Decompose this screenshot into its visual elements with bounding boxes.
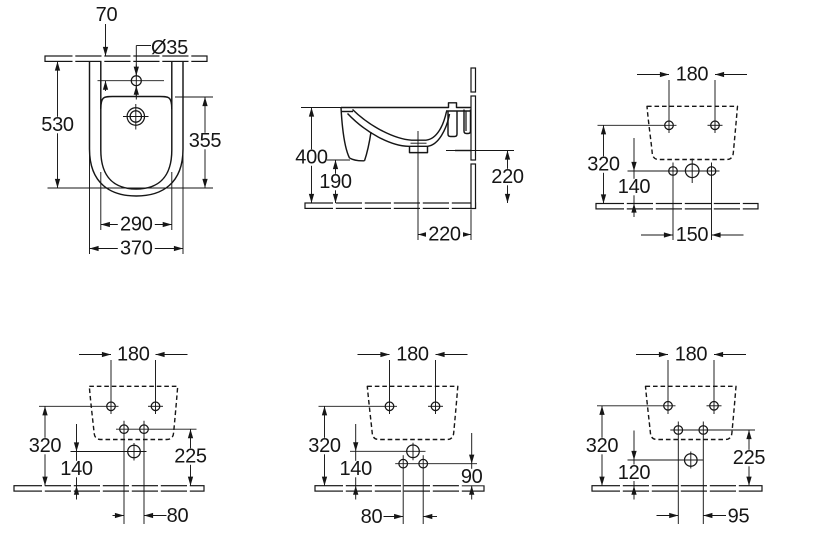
rear-view-variant3 <box>584 344 768 528</box>
dim-80-label: 80 <box>360 505 383 528</box>
dim-225-label: 225 <box>174 445 207 468</box>
dim-80-label: 80 <box>166 504 189 527</box>
dimension-connection-height <box>731 430 768 486</box>
dimension-depth <box>39 62 76 189</box>
rear-view-variant1 <box>14 344 209 527</box>
dim-180-label: 180 <box>674 343 708 366</box>
bidet-rear-outline <box>89 386 177 439</box>
dimension-fixing-holes <box>79 344 188 415</box>
dimension-wall-offset <box>96 4 118 91</box>
rear-view-variant2 <box>306 344 485 528</box>
dimension-connection-height <box>172 429 209 486</box>
dimension-fixing-holes <box>637 64 747 134</box>
dim-tap-diameter: Ø35 <box>151 37 188 59</box>
dim-320-label: 320 <box>28 435 62 457</box>
bidet-rear-outline <box>367 386 458 439</box>
dim-220-height-label: 220 <box>491 166 524 188</box>
dim-140-label: 140 <box>60 458 93 480</box>
floor-hatch <box>592 485 762 493</box>
floor-hatch <box>305 202 476 210</box>
dimension-outlet-distance <box>418 210 471 246</box>
bidet-rear-outline <box>647 106 738 159</box>
dim-320-label: 320 <box>308 435 341 457</box>
dim-180-label: 180 <box>117 343 150 366</box>
dim-140-label: 140 <box>617 176 651 198</box>
wall-hatch <box>471 68 476 209</box>
bidet-section-profile <box>341 103 471 161</box>
dim-140-label: 140 <box>339 458 372 480</box>
side-view <box>293 68 526 246</box>
dim-530-label: 530 <box>41 114 74 136</box>
dim-370-label: 370 <box>120 237 153 260</box>
dimension-fixing-height <box>27 406 64 485</box>
rear-view-top <box>585 64 758 247</box>
plan-view <box>39 4 224 260</box>
dim-320-label: 320 <box>585 435 619 457</box>
floor-hatch <box>14 485 204 493</box>
dim-220-distance-label: 220 <box>428 223 461 246</box>
dimension-fixing-height <box>584 406 621 486</box>
dim-290-label: 290 <box>120 213 153 236</box>
dim-355-label: 355 <box>188 130 222 152</box>
dim-190-label: 190 <box>319 171 352 193</box>
dim-150-label: 150 <box>675 224 709 246</box>
dim-320-label: 320 <box>587 153 620 176</box>
dim-400-label: 400 <box>295 146 328 169</box>
dimension-outlet-height <box>446 151 526 204</box>
dim-70-label: 70 <box>95 4 118 26</box>
dimension-fixing-holes <box>358 344 468 415</box>
dimension-connection-spread <box>361 506 437 528</box>
bidet-rear-outline <box>646 386 737 439</box>
floor-hatch <box>315 485 484 493</box>
dimension-fixing-holes <box>636 344 746 415</box>
dim-95-label: 95 <box>727 505 750 528</box>
dim-120-label: 120 <box>617 461 651 484</box>
drain-hole <box>123 104 149 130</box>
floor-hatch <box>596 203 758 211</box>
dim-180-label: 180 <box>675 63 709 86</box>
dim-225-label: 225 <box>732 447 766 469</box>
dimension-connection-spread <box>641 224 744 246</box>
dim-90-label: 90 <box>460 466 483 488</box>
dim-180-label: 180 <box>396 343 429 366</box>
